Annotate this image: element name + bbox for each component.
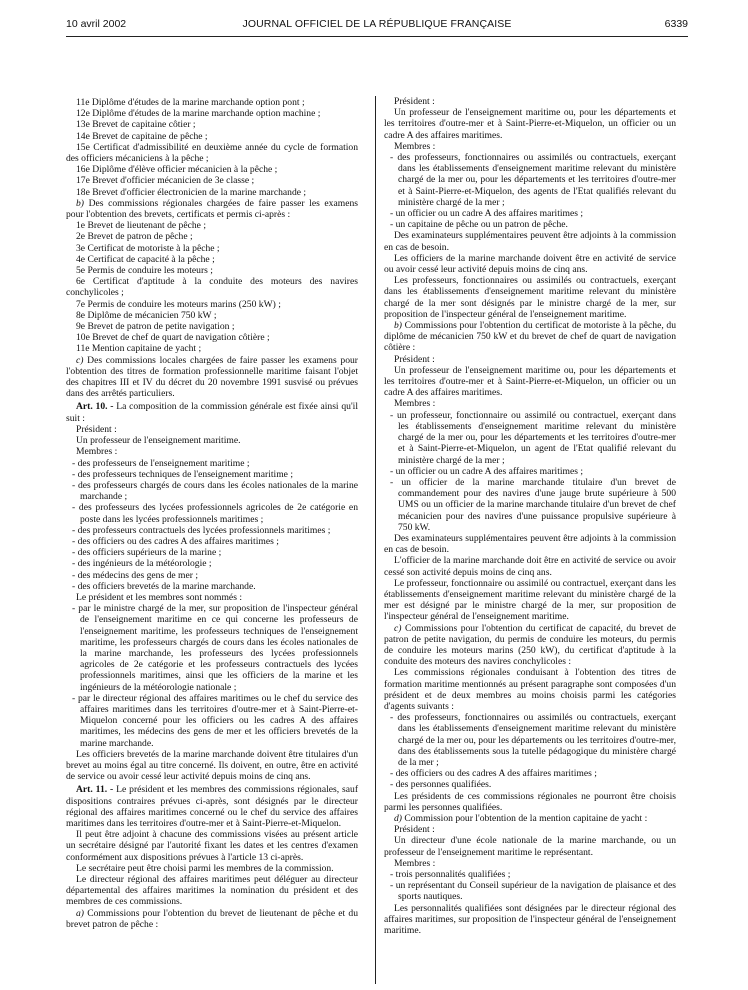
list-item: - des professeurs de l'enseignement maritime ;	[72, 457, 250, 469]
list-item: - des professeurs contractuels des lycées professionnels maritimes ;	[72, 524, 331, 536]
list-item: - des ingénieurs de la météorologie ;	[72, 558, 212, 570]
subsection-b-label: b)	[394, 320, 402, 332]
list-item: - un officier ou un cadre A des affaires maritimes ;	[390, 465, 584, 477]
subsection-b: b) Commissions pour l'obtention du certificat de motoriste à la pêche, du diplôme de mécanicien 750 kW et du brevet de chef de quart de navigation côtière :	[384, 320, 676, 354]
list-item: - des professeurs chargés de cours dans les écoles nationales de la marine marchande ;	[72, 479, 358, 503]
membres-label: Membres :	[394, 857, 436, 869]
header-title: JOURNAL OFFICIEL DE LA RÉPUBLIQUE FRANÇAISE	[242, 18, 512, 30]
president-text: Un directeur d'une école nationale de la marine marchande, ou un professeur de l'enseignement maritime le représentant.	[384, 835, 676, 858]
article-11-label: Art. 11. -	[76, 784, 114, 796]
list-item: - trois personnalités qualifiées ;	[390, 869, 511, 881]
officiers-text: Les officiers brevetés de la marine marchande doivent être titulaires d'un brevet au moins égal au titre concerné. Ils doivent, en outre, être en activité de service ou avoir cessé leur activité depuis moins de cinq ans.	[66, 748, 358, 783]
list-item: - des officiers brevetés de la marine marchande.	[72, 580, 256, 592]
list-item: 6e Certificat d'aptitude à la conduite des moteurs des navires conchylicoles ;	[66, 276, 358, 299]
nommes-text: Le président et les membres sont nommés :	[76, 591, 242, 603]
list-item: 15e Certificat d'admissibilité en deuxième année du cycle de formation des officiers mécaniciens à la pêche ;	[66, 141, 358, 165]
subsection-a-label: a)	[76, 907, 84, 919]
list-item: 10e Brevet de chef de quart de navigation côtière ;	[76, 332, 270, 344]
professeurs-designes-text: Les professeurs, fonctionnaires ou assimilés ou contractuels, exerçant dans les établissements d'enseignement maritime relevant du ministère chargé de la mer sont désignés par le ministre chargé de la mer, sur proposition de l'inspecteur général de l'enseignement maritime.	[384, 275, 676, 320]
paragraph-b-label: b)	[76, 197, 84, 209]
presidents-choisis-text: Les présidents de ces commissions régionales ne pourront être choisis parmi les personnes qualifiées.	[384, 790, 676, 813]
list-item: 11e Diplôme d'études de la marine marchande option pont ;	[76, 97, 305, 108]
membres-label: Membres :	[394, 140, 436, 152]
list-item: - des officiers ou des cadres A des affaires maritimes ;	[72, 535, 279, 547]
president-text: Un professeur de l'enseignement maritime.	[76, 435, 241, 447]
list-item: - un professeur, fonctionnaire ou assimilé ou contractuel, exerçant dans les établissements d'enseignement maritime relevant du ministère chargé de la mer ou, pour les départements et les territoires d'outre-mer et à Saint-Pierre-et-Miquelon, un agent de l'Etat qualifié relevant du ministère chargé de la mer ;	[390, 409, 676, 466]
list-item: - un officier de la marine marchande titulaire d'un brevet de commandement pour des navires d'une jauge brute supérieure à 500 UMS ou un officier de la marine marchande titulaire d'un brevet de chef mécanicien pour des navires d'une puissance propulsive supérieure à 750 kW.	[390, 476, 676, 533]
subsection-a: a) Commissions pour l'obtention du brevet de lieutenant de pêche et du brevet patron de pêche :	[66, 907, 358, 930]
list-item: 12e Diplôme d'études de la marine marchande option machine ;	[76, 108, 321, 120]
president-text: Un professeur de l'enseignement maritime ou, pour les départements et les territoires d'outre-mer et à Saint-Pierre-et-Miquelon, un officier ou un cadre A des affaires maritimes.	[384, 364, 676, 399]
list-item: - des personnes qualifiées.	[390, 779, 492, 791]
list-item: - par le ministre chargé de la mer, sur proposition de l'inspecteur général de l'enseignement maritime en ce qui concerne les professeurs de l'enseignement maritime, les professeurs techniques de l'enseignement maritime, les professeurs chargés de cours dans les écoles nationales de la marine marchande, les professeurs des lycées professionnels agricoles de 2e catégorie et les professeurs contractuels des lycées professionnels maritimes, ainsi que les officiers de la marine et les ingénieurs de la météorologie nationale ;	[72, 603, 358, 693]
adjoint-text: Il peut être adjoint à chacune des commissions visées au présent article un secrétaire désigné par l'autorité fixant les dates et les centres d'examen conformément aux dispositions prévues à l'article 13 ci-après.	[66, 829, 358, 863]
list-item: - un officier ou un cadre A des affaires maritimes ;	[390, 208, 584, 220]
subsection-d-label: d)	[394, 813, 402, 824]
list-item: 16e Diplôme d'élève officier mécanicien à la pêche ;	[76, 164, 278, 176]
list-item: - des officiers ou des cadres A des affaires maritimes ;	[390, 768, 597, 780]
personnalites-text: Les personnalités qualifiées sont désignées par le directeur régional des affaires maritimes, sur proposition de l'inspecteur général de l'enseignement maritime.	[384, 902, 676, 937]
subsection-c: c) Commissions pour l'obtention du certificat de capacité, du brevet de patron de petite navigation, du permis de conduire les moteurs, du permis de conduire les moteurs marins (250 kW), du certificat d'aptitude à la conduite des moteurs des navires conchylicoles :	[384, 622, 676, 668]
article-10-label: Art. 10. -	[76, 401, 114, 413]
header-date: 10 avril 2002	[66, 18, 127, 30]
list-item: 14e Brevet de capitaine de pêche ;	[76, 130, 208, 142]
professeur-designe-text: Le professeur, fonctionnaire ou assimilé ou contractuel, exerçant dans les établissements d'enseignement maritime relevant du ministère chargé de la mer est désigné par le ministre chargé de la mer, sur proposition de l'inspecteur général de l'enseignement maritime.	[384, 577, 676, 623]
list-item: 17e Brevet d'officier mécanicien de 3e classe ;	[76, 175, 255, 187]
list-item: - par le directeur régional des affaires maritimes ou le chef du service des affaires maritimes dans les territoires d'outre-mer et à Saint-Pierre-et-Miquelon concerné pour les officiers ou les cadres A des affaires maritimes, les médecins des gens de mer et les officiers brevetés de la marine marchande.	[72, 692, 358, 749]
page-header	[66, 18, 688, 32]
directeur-text: Le directeur régional des affaires maritimes peut déléguer au directeur départemental des affaires maritimes la nomination du président et des membres de ces commissions.	[66, 874, 358, 908]
president-text: Un professeur de l'enseignement maritime ou, pour les départements et les territoires d'outre-mer et à Saint-Pierre-et-Miquelon, un officier ou un cadre A des affaires maritimes.	[384, 107, 676, 141]
list-item: 2e Brevet de patron de pêche ;	[76, 231, 193, 243]
president-label: Président :	[394, 353, 435, 365]
header-rule	[66, 36, 688, 37]
list-item: 11e Mention capitaine de yacht ;	[76, 343, 202, 355]
list-item: 8e Diplôme de mécanicien 750 kW ;	[76, 309, 217, 321]
list-item: - des professeurs, fonctionnaires ou assimilés ou contractuels, exerçant dans les établissements d'enseignement maritime relevant du ministère chargé de la mer ou, pour les départements et les territoires d'outre-mer et à Saint-Pierre-et-Miquelon, des agents de l'Etat qualifiés relevant du ministère chargé de la mer ;	[390, 152, 676, 208]
list-item: 13e Brevet de capitaine côtier ;	[76, 119, 196, 131]
list-item: 3e Certificat de motoriste à la pêche ;	[76, 242, 220, 254]
paragraph-c-label: c)	[76, 354, 84, 366]
paragraph-c: c) Des commissions locales chargées de faire passer les examens pour l'obtention des titres de formation professionnelle maritime faisant l'objet des chapitres III et IV du décret du 20 novembre 1991 susvisé ou prévues dans des arrêtés particuliers.	[66, 354, 358, 400]
president-label: Président :	[394, 96, 435, 107]
list-item: - des médecins des gens de mer ;	[72, 569, 199, 581]
subsection-d: d) Commission pour l'obtention de la mention capitaine de yacht :	[394, 813, 648, 824]
list-item: - un capitaine de pêche ou un patron de pêche.	[390, 219, 568, 231]
subsection-c-label: c)	[394, 622, 402, 634]
president-label: Président :	[76, 423, 117, 435]
paragraph-b: b) Des commissions régionales chargées de faire passer les examens pour l'obtention des brevets, certificats et permis ci-après :	[66, 197, 358, 221]
article-11: Art. 11. - Le président et les membres des commissions régionales, sauf dispositions contraires prévues ci-après, sont désignés par le directeur régional des affaires maritimes concerné ou le chef du service des affaires maritimes dans les territoires d'outre-mer et à Saint-Pierre-et-Miquelon.	[66, 784, 359, 829]
list-item: - des officiers supérieurs de la marine ;	[72, 547, 222, 559]
list-item: 5e Permis de conduire les moteurs ;	[76, 265, 213, 277]
membres-label: Membres :	[394, 398, 436, 410]
list-item: 18e Brevet d'officier électronicien de la marine marchande ;	[76, 186, 307, 198]
examinateurs-text: Des examinateurs supplémentaires peuvent être adjoints à la commission en cas de besoin.	[384, 532, 676, 556]
secretaire-text: Le secrétaire peut être choisi parmi les membres de la commission.	[76, 862, 334, 874]
right-column	[384, 96, 676, 936]
left-column	[66, 97, 358, 930]
header-page-number: 6339	[664, 18, 688, 30]
officier-activite-text: L'officier de la marine marchande doit être en activité de service ou avoir cessé son activité depuis moins de cinq ans.	[384, 555, 676, 578]
president-label: Président :	[394, 824, 435, 836]
list-item: - des professeurs, fonctionnaires ou assimilés ou contractuels, exerçant dans les établissements d'enseignement maritime relevant du ministère chargé de la mer ou, pour les départements ou les territoires d'outre-mer, dans des établissements sous la tutelle pédagogique du ministère chargé de la mer ;	[390, 712, 676, 768]
article-10: Art. 10. - La composition de la commission générale est fixée ainsi qu'il suit :	[66, 401, 359, 424]
examinateurs-text: Des examinateurs supplémentaires peuvent être adjoints à la commission en cas de besoin.	[384, 230, 676, 253]
officiers-activite-text: Les officiers de la marine marchande doivent être en activité de service ou avoir cessé leur activité depuis moins de cinq ans.	[384, 252, 676, 276]
list-item: - des professeurs techniques de l'enseignement maritime ;	[72, 468, 293, 480]
list-item: - un représentant du Conseil supérieur de la navigation de plaisance et des sports nautiques.	[390, 880, 676, 903]
list-item: 1e Brevet de lieutenant de pêche ;	[76, 220, 206, 232]
commissions-regionales-text: Les commissions régionales conduisant à l'obtention des titres de formation maritime mentionnés au présent paragraphe sont composées d'un président et de deux membres au moins choisis parmi les catégories d'agents suivants :	[384, 667, 676, 712]
list-item: 9e Brevet de patron de petite navigation ;	[76, 321, 235, 333]
list-item: 7e Permis de conduire les moteurs marins (250 kW) ;	[76, 298, 281, 310]
membres-label: Membres :	[76, 446, 118, 458]
list-item: - des professeurs des lycées professionnels agricoles de 2e catégorie en poste dans les lycées professionnels maritimes ;	[72, 502, 358, 525]
list-item: 4e Certificat de capacité à la pêche ;	[76, 253, 215, 265]
column-divider	[375, 96, 376, 984]
